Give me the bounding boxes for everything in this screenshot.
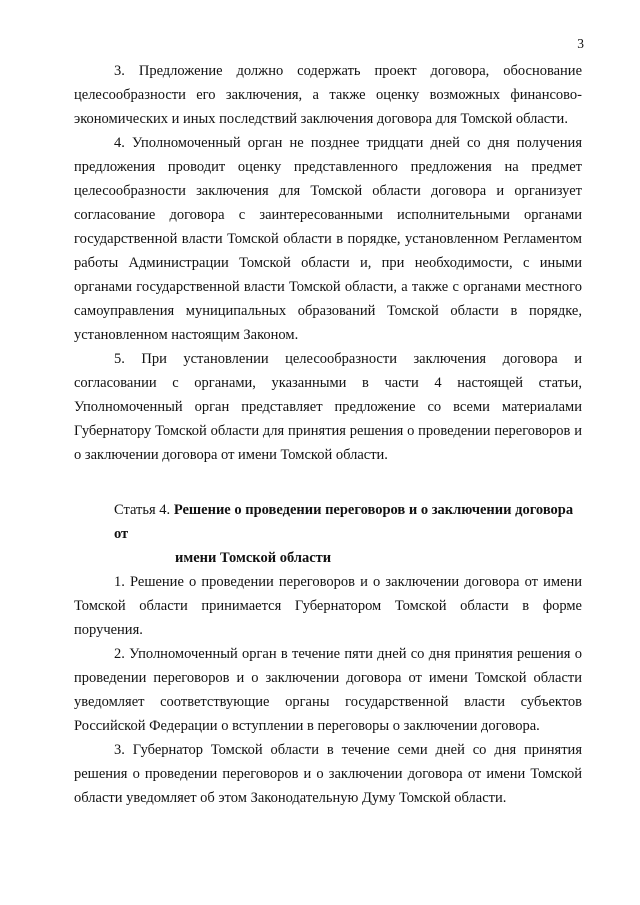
article-title: Решение о проведении переговоров и о заключении договора от (114, 502, 574, 542)
paragraph-3-3: 3. Предложение должно содержать проект договора, обоснование целесообразности его заключения, а также оценку возможных финансово-экономических и иных последствий заключения договора для Томской области. (74, 63, 582, 127)
document-body (74, 59, 582, 810)
article-title-continued: имени Томской области (175, 550, 332, 566)
section-spacer (74, 467, 582, 498)
article-label: Статья 4. (114, 502, 171, 518)
page-number: 3 (577, 36, 584, 51)
paragraph-4-2: 2. Уполномоченный орган в течение пяти дней со дня принятия решения о проведении переговоров и о заключении договора от имени Томской области уведомляет соответствующие органы государственной власти субъектов Российской Федерации о вступлении в переговоры о заключении договора. (74, 646, 582, 734)
article-heading (74, 498, 582, 546)
paragraph-3-5: 5. При установлении целесообразности заключения договора и согласовании с органами, указанными в части 4 настоящей статьи, Уполномоченный орган представляет предложение со всеми материалами Губернатору Томской области для принятия решения о проведении переговоров и о заключении договора от имени Томской области. (74, 351, 582, 463)
paragraph-4-3: 3. Губернатор Томской области в течение семи дней со дня принятия решения о проведении переговоров и о заключении договора от имени Томской области уведомляет об этом Законодательную Думу Томской области. (74, 742, 582, 806)
paragraph-4-1: 1. Решение о проведении переговоров и о заключении договора от имени Томской области принимается Губернатором Томской области в форме поручения. (74, 574, 582, 638)
paragraph-3-4: 4. Уполномоченный орган не позднее тридцати дней со дня получения предложения проводит оценку представленного предложения на предмет целесообразности заключения для Томской области договора и организует согласование договора с заинтересованными исполнительными органами государственной власти Томской области в порядке, установленном Регламентом работы Администрации Томской области и, при необходимости, с иными органами государственной власти Томской области, а также с органами местного самоуправления муниципальных образований Томской области в порядке, установленном настоящим Законом. (74, 135, 582, 343)
